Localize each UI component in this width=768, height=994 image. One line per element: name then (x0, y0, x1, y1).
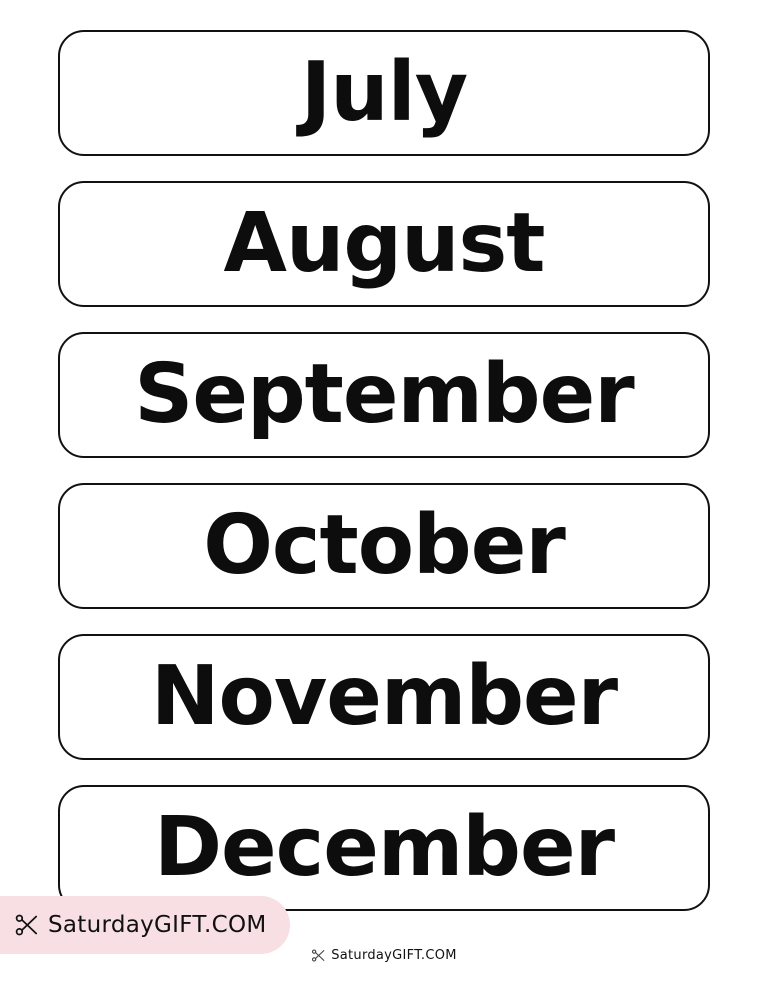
brand-watermark-banner (0, 896, 290, 954)
month-card-august[interactable] (58, 181, 710, 307)
month-label: July (300, 45, 468, 140)
month-label: September (134, 347, 634, 442)
footer-brand-watermark (0, 948, 768, 963)
month-label: December (153, 800, 615, 895)
month-card-july[interactable] (58, 30, 710, 156)
month-card-october[interactable] (58, 483, 710, 609)
month-label: October (203, 498, 565, 593)
scissors-icon (14, 912, 40, 938)
month-card-december[interactable] (58, 785, 710, 911)
brand-name: SaturdayGIFT.COM (48, 912, 267, 938)
scissors-icon (311, 948, 326, 963)
month-card-november[interactable] (58, 634, 710, 760)
month-card-september[interactable] (58, 332, 710, 458)
month-card-list (58, 30, 710, 936)
footer-brand-name: SaturdayGIFT.COM (331, 948, 457, 963)
month-label: November (150, 649, 618, 744)
month-label: August (223, 196, 545, 291)
